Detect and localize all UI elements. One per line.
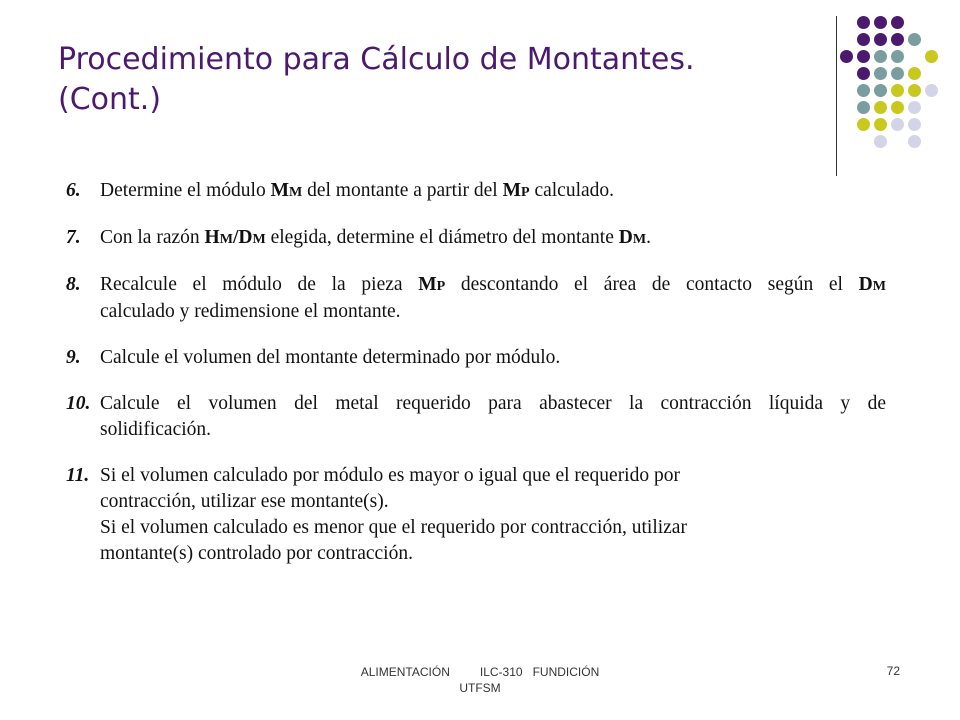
step-text: elegida, determine el diámetro del montante (265, 227, 619, 248)
bold-symbol: M (502, 180, 521, 201)
step-line (100, 391, 886, 417)
decorative-dot (908, 33, 921, 46)
step-number: 7. (66, 227, 81, 248)
bold-symbol: H (204, 227, 220, 248)
decorative-dot (891, 101, 904, 114)
subscript-text: M (288, 184, 303, 200)
decorative-dot (908, 135, 921, 148)
step-line (100, 225, 886, 252)
step-line (100, 299, 886, 325)
bold-symbol: M (270, 180, 289, 201)
decorative-dot (874, 33, 887, 46)
step-text: calculado. (529, 180, 615, 201)
step-text: Determine el módulo (100, 180, 271, 201)
step-text: Recalcule el módulo de la pieza (100, 274, 419, 295)
decorative-dot (908, 84, 921, 97)
footer-course (300, 664, 660, 696)
step-text: solidificación. (100, 419, 212, 440)
step-line (100, 417, 886, 443)
decorative-dot (857, 50, 870, 63)
footer-course-line-1: ALIMENTACIÓN ILC-310 FUNDICIÓN (360, 665, 600, 679)
subscript-text: M (632, 231, 647, 247)
decorative-dot (891, 67, 904, 80)
step-number: 11. (66, 465, 90, 486)
bold-symbol: D (858, 274, 873, 295)
decorative-dot (857, 101, 870, 114)
step-text: Calcule el volumen del montante determinado por módulo. (100, 347, 561, 368)
decorative-dot (891, 118, 904, 131)
header-divider (836, 16, 837, 176)
decorative-dot (874, 84, 887, 97)
decorative-dot (874, 101, 887, 114)
step-item (66, 391, 886, 443)
slide-title-line-2: (Cont.) (58, 82, 162, 117)
subscript-text: M (252, 231, 266, 247)
decorative-dot (857, 84, 870, 97)
decorative-dot (874, 118, 887, 131)
step-line (100, 345, 886, 371)
step-number: 9. (66, 347, 81, 368)
step-number: 10. (66, 393, 91, 414)
step-line: Si el volumen calculado por módulo es mayor o igual que el requerido por (100, 465, 680, 486)
step-text: Calcule el volumen del metal requerido para abastecer la contracción líquida y de (100, 393, 886, 414)
decorative-dot (874, 135, 887, 148)
step-item (66, 178, 886, 205)
decorative-dot (857, 16, 870, 29)
step-line: Si el volumen calculado es menor que el requerido por contracción, utilizar (100, 517, 687, 538)
slide-title (58, 40, 798, 120)
decorative-dot (908, 118, 921, 131)
decorative-dot (891, 16, 904, 29)
step-line (100, 272, 886, 299)
decorative-dot (908, 101, 921, 114)
bold-symbol: / (232, 227, 239, 248)
bold-symbol: D (618, 227, 633, 248)
subscript-text: P (436, 278, 446, 294)
decorative-dot (857, 67, 870, 80)
subscript-text: P (520, 184, 530, 200)
steps-list (66, 178, 886, 587)
bold-symbol: D (238, 227, 253, 248)
decorative-dot (874, 67, 887, 80)
decorative-dot (857, 118, 870, 131)
step-text: . (646, 227, 651, 248)
decorative-dot (840, 50, 853, 63)
step-line (100, 178, 886, 205)
step-item (66, 225, 886, 252)
step-text: Con la razón (100, 227, 205, 248)
step-item (66, 345, 886, 371)
decorative-dot (891, 84, 904, 97)
step-text: descontando el área de contacto según el (445, 274, 859, 295)
bold-symbol: M (418, 274, 437, 295)
step-text: calculado y redimensione el montante. (100, 301, 401, 322)
step-number: 6. (66, 180, 81, 201)
subscript-text: M (219, 231, 233, 247)
decorative-dot (891, 33, 904, 46)
step-line: contracción, utilizar ese montante(s). (100, 491, 389, 512)
page-number: 72 (886, 664, 900, 678)
step-text: del montante a partir del (302, 180, 503, 201)
step-line: montante(s) controlado por contracción. (100, 543, 413, 564)
decorative-dot (925, 84, 938, 97)
footer-course-line-2: UTFSM (459, 681, 501, 695)
step-item (66, 463, 886, 567)
decorative-dot (874, 16, 887, 29)
step-item (66, 272, 886, 325)
subscript-text: M (872, 278, 887, 294)
decorative-dot (925, 50, 938, 63)
step-number: 8. (66, 274, 81, 295)
slide-title-line-1: Procedimiento para Cálculo de Montantes. (58, 42, 695, 77)
decorative-dot (874, 50, 887, 63)
decorative-dot (857, 33, 870, 46)
decorative-dot (891, 50, 904, 63)
decorative-dot (908, 67, 921, 80)
